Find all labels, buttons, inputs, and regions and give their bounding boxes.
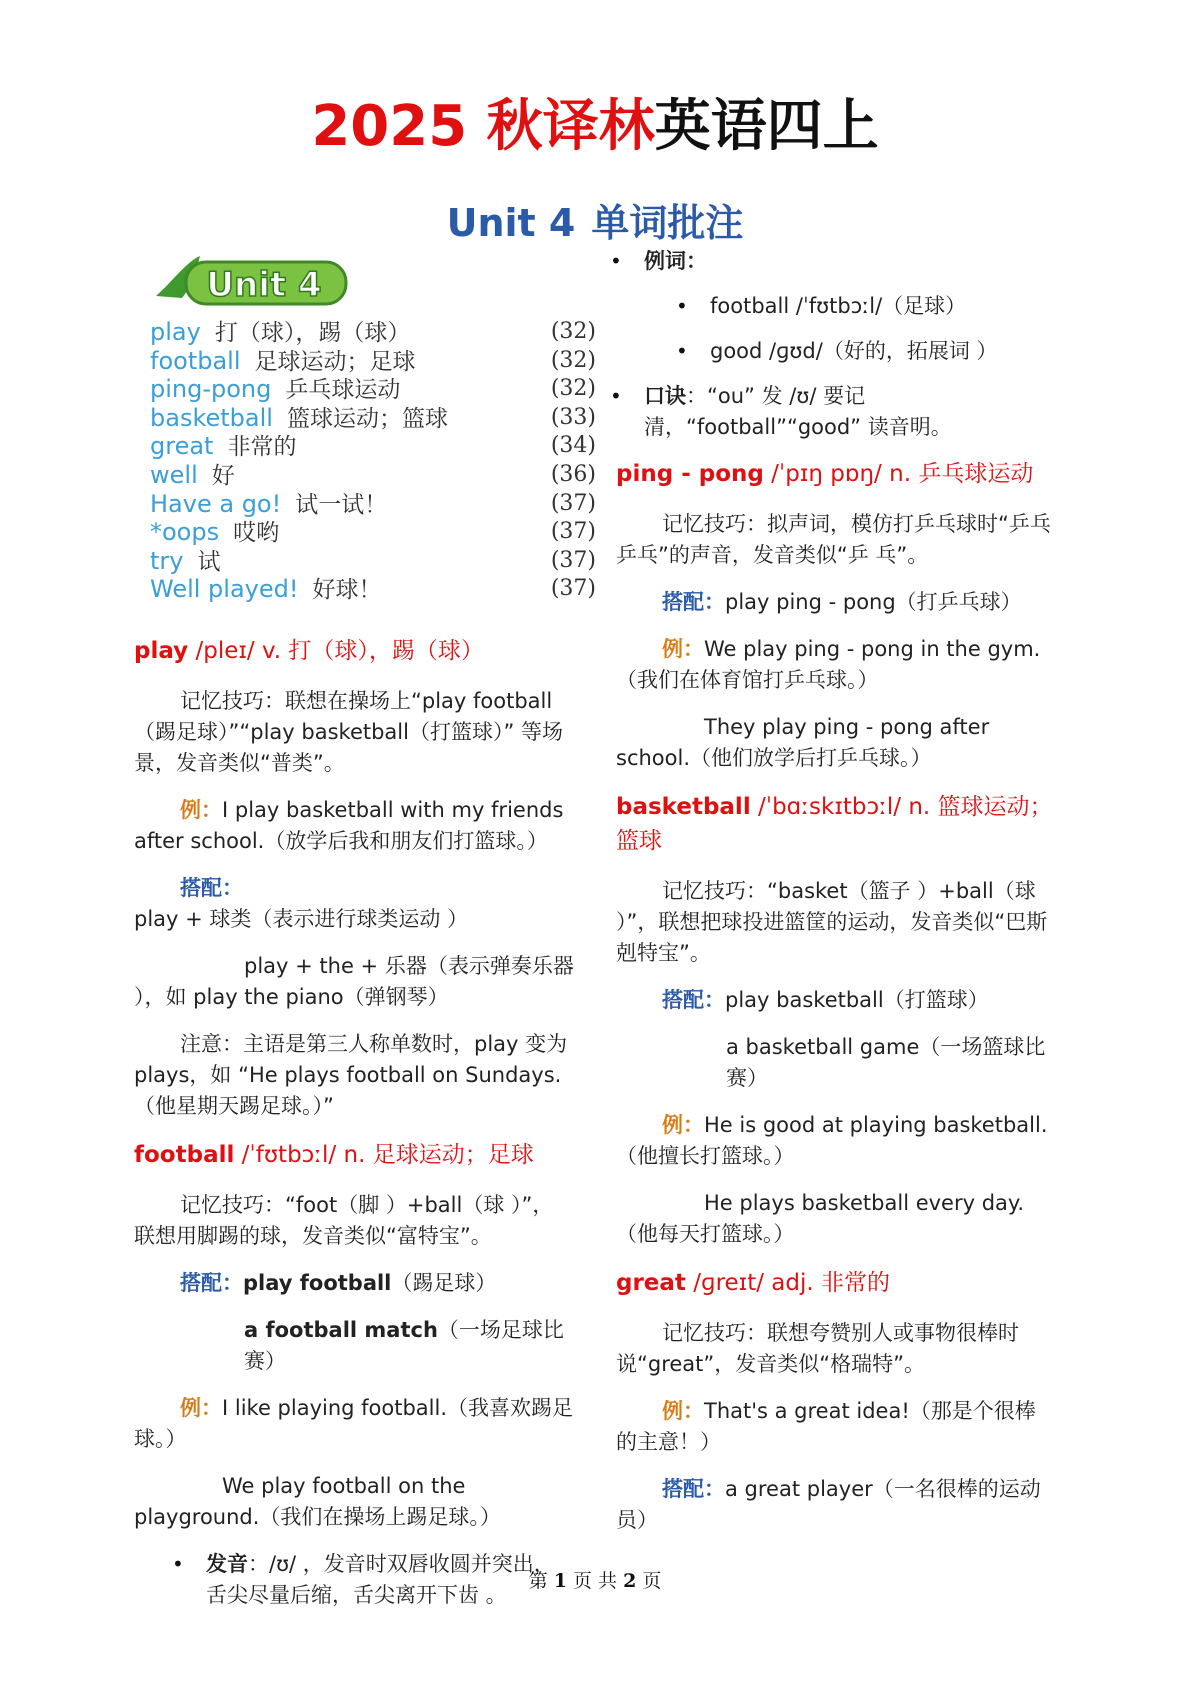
vocab-row bbox=[150, 575, 596, 604]
vocab-page: (37) bbox=[550, 547, 596, 573]
example-text: We play ping - pong in the gym.（我们在体育馆打乒乓球。） bbox=[616, 637, 1041, 692]
example-label: 例： bbox=[662, 637, 704, 661]
vocab-row bbox=[150, 518, 596, 547]
vocab-row bbox=[150, 490, 596, 519]
entry-phonetic: /ˈbɑːskɪtbɔːl/ n. 篮球运动；篮球 bbox=[616, 794, 1053, 854]
collocation bbox=[616, 1474, 1056, 1536]
example bbox=[616, 1396, 1056, 1458]
vocab-page: (32) bbox=[550, 319, 596, 344]
collocation bbox=[134, 873, 574, 935]
vocab-row bbox=[150, 347, 596, 376]
collocation-text: play ping - pong（打乒乓球） bbox=[725, 590, 1022, 614]
rhyme-text: ：“ou” 发 /ʊ/ 要记清，“football”“good” 读音明。 bbox=[644, 384, 952, 439]
entry-word: ping - pong bbox=[616, 461, 764, 487]
collocation-text: （一场足球比赛） bbox=[244, 1318, 564, 1373]
page-title bbox=[0, 92, 1190, 162]
entry-phonetic: /ˈfʊtbɔːl/ n. 足球运动；足球 bbox=[241, 1142, 534, 1168]
vocab-zh: 试一试！ bbox=[295, 491, 388, 518]
collocation: play + the + 乐器（表示弹奏乐器 ），如 play the piano（弹钢琴） bbox=[134, 954, 574, 1009]
subtitle-unit: Unit 4 bbox=[446, 201, 576, 245]
vocab-en: basketball bbox=[150, 403, 273, 432]
entry-basketball-heading bbox=[616, 790, 1056, 858]
collocation-bold: a football match bbox=[244, 1318, 438, 1342]
badge-label: Unit 4 bbox=[206, 265, 322, 305]
memory-tip: 记忆技巧：联想夸赞别人或事物很棒时说“great”，发音类似“格瑞特”。 bbox=[616, 1321, 1019, 1376]
example-words-label: 例词： bbox=[644, 249, 707, 273]
collocation bbox=[134, 1268, 574, 1299]
title-red: 2025 秋译林 bbox=[311, 94, 655, 159]
example-words-list bbox=[616, 246, 1056, 277]
sound-label: 发音 bbox=[206, 1552, 248, 1576]
example-label: 例： bbox=[180, 1396, 222, 1420]
collocation-text: play + 球类（表示进行球类运动 ） bbox=[134, 907, 469, 931]
vocab-row bbox=[150, 404, 596, 433]
example-text: He is good at playing basketball.（他擅长打篮球。） bbox=[616, 1113, 1048, 1168]
vocab-en: ping-pong bbox=[150, 375, 272, 404]
vocab-row bbox=[150, 375, 596, 404]
vocab-zh: 试 bbox=[197, 548, 221, 575]
example-word: • good /ɡʊd/（好的，拓展词 ） bbox=[710, 336, 1056, 367]
vocab-page: (33) bbox=[550, 404, 596, 430]
sound-text: ：/ʊ/ ，发音时双唇收圆并突出，舌尖尽量后缩，舌尖离开下齿 。 bbox=[206, 1552, 555, 1607]
collocation bbox=[616, 587, 1056, 618]
collocation-label: 搭配： bbox=[180, 876, 243, 900]
vocab-row bbox=[150, 461, 596, 490]
vocab-en: Well played! bbox=[150, 575, 299, 604]
footer-page-number: 1 bbox=[553, 1570, 567, 1592]
example-word: • football /ˈfʊtbɔːl/（足球） bbox=[710, 291, 1056, 322]
footer-mid: 页 共 bbox=[572, 1570, 618, 1592]
vocab-zh: 好球！ bbox=[312, 577, 382, 604]
footer-pre: 第 bbox=[528, 1570, 548, 1592]
example bbox=[134, 1393, 574, 1455]
collocation-text: （踢足球） bbox=[391, 1271, 497, 1295]
entry-word: play bbox=[134, 638, 189, 664]
vocab-list bbox=[150, 318, 596, 604]
entry-phonetic: /pleɪ/ v. 打（球），踢（球） bbox=[195, 638, 484, 664]
note: 注意：主语是第三人称单数时，play 变为 plays，如 “He plays football on Sundays.（他星期天踢足球。）” bbox=[134, 1032, 568, 1118]
entry-word: great bbox=[616, 1270, 686, 1296]
entry-pingpong-heading bbox=[616, 457, 1056, 491]
page-subtitle bbox=[0, 198, 1190, 248]
example-text: That's a great idea!（那是个很棒的主意！） bbox=[616, 1399, 1036, 1454]
vocab-page: (36) bbox=[550, 461, 596, 487]
example: They play ping - pong after school.（他们放学后打乒乓球。） bbox=[616, 715, 990, 770]
collocation-label: 搭配： bbox=[662, 590, 725, 614]
entry-play-heading bbox=[134, 634, 574, 668]
example-label: 例： bbox=[662, 1113, 704, 1137]
footer-post: 页 bbox=[642, 1570, 662, 1592]
entry-word: football bbox=[134, 1142, 235, 1168]
collocation-bold: play football bbox=[243, 1271, 392, 1295]
title-black: 英语四上 bbox=[654, 94, 879, 159]
vocab-en: *oops bbox=[150, 518, 220, 547]
memory-tip: 记忆技巧：“foot（脚 ）+ball（球 ）”，联想用脚踢的球，发音类似“富特宝”。 bbox=[134, 1193, 554, 1248]
right-column bbox=[616, 246, 1056, 1552]
collocation-label: 搭配： bbox=[180, 1271, 243, 1295]
example: He plays basketball every day.（他每天打篮球。） bbox=[616, 1191, 1025, 1246]
collocation-text: a great player（一名很棒的运动员） bbox=[616, 1477, 1041, 1532]
vocab-en: play bbox=[150, 318, 201, 346]
example bbox=[616, 1110, 1056, 1172]
page-footer bbox=[0, 1566, 1190, 1593]
example-word-list bbox=[616, 291, 1056, 367]
entry-phonetic: /ɡreɪt/ adj. 非常的 bbox=[693, 1270, 891, 1296]
vocab-en: football bbox=[150, 346, 241, 375]
vocab-en: great bbox=[150, 432, 214, 461]
vocab-row bbox=[150, 432, 596, 461]
footer-total-pages: 2 bbox=[623, 1570, 637, 1592]
rhyme-item bbox=[644, 381, 1056, 443]
example-text: I play basketball with my friends after school.（放学后我和朋友们打篮球。） bbox=[134, 798, 564, 853]
rhyme-list bbox=[616, 381, 1056, 443]
subtitle-text: 单词批注 bbox=[591, 201, 744, 245]
example bbox=[616, 634, 1056, 696]
entry-phonetic: /ˈpɪŋ pɒŋ/ n. 乒乓球运动 bbox=[771, 461, 1034, 487]
example-text: I like playing football.（我喜欢踢足球。） bbox=[134, 1396, 574, 1451]
memory-tip: 记忆技巧：“basket（篮子 ）+ball（球 ）”，联想把球投进篮筐的运动，发音类似“巴斯剋特宝”。 bbox=[616, 879, 1048, 965]
example-label: 例： bbox=[662, 1399, 704, 1423]
vocab-zh: 好 bbox=[211, 462, 235, 489]
entry-football-heading bbox=[134, 1138, 574, 1172]
example bbox=[134, 795, 574, 857]
vocab-zh: 哎哟 bbox=[233, 520, 280, 547]
vocab-page: (37) bbox=[550, 490, 596, 516]
left-column bbox=[134, 634, 574, 1625]
vocab-page: (32) bbox=[550, 376, 596, 402]
example: We play football on the playground.（我们在操场上踢足球。） bbox=[134, 1474, 501, 1529]
collocation bbox=[616, 985, 1056, 1016]
vocab-page: (34) bbox=[550, 433, 596, 459]
vocab-en: try bbox=[150, 546, 184, 575]
vocab-zh: 非常的 bbox=[227, 434, 297, 461]
vocab-page: (37) bbox=[550, 519, 596, 545]
entry-word: basketball bbox=[616, 794, 751, 820]
vocab-zh: 打（球），踢（球） bbox=[214, 320, 411, 346]
collocation-label: 搭配： bbox=[662, 988, 725, 1012]
vocab-en: well bbox=[150, 460, 198, 489]
collocation bbox=[134, 1315, 574, 1377]
example-words-item bbox=[644, 246, 1056, 277]
vocab-zh: 乒乓球运动 bbox=[285, 377, 401, 404]
example-label: 例： bbox=[180, 798, 222, 822]
vocab-page: (32) bbox=[550, 347, 596, 373]
vocab-zh: 篮球运动；篮球 bbox=[286, 405, 448, 432]
memory-tip: 记忆技巧：拟声词，模仿打乒乓球时“乒乓乒乓”的声音，发音类似“乒 乓”。 bbox=[616, 512, 1051, 567]
unit-badge bbox=[152, 252, 352, 308]
entry-great-heading bbox=[616, 1266, 1056, 1300]
memory-tip: 记忆技巧：联想在操场上“play football（踢足球）”“play basketball（打篮球）” 等场景，发音类似“普类”。 bbox=[134, 689, 564, 775]
collocation-text: play basketball（打篮球） bbox=[725, 988, 989, 1012]
rhyme-label: 口诀 bbox=[644, 384, 686, 408]
vocab-zh: 足球运动；足球 bbox=[254, 348, 416, 375]
collocation: a basketball game（一场篮球比赛） bbox=[726, 1035, 1046, 1090]
vocab-row bbox=[150, 318, 596, 347]
vocab-box bbox=[138, 252, 596, 624]
vocab-en: Have a go! bbox=[150, 489, 282, 518]
collocation-label: 搭配： bbox=[662, 1477, 725, 1501]
vocab-page: (37) bbox=[550, 576, 596, 602]
vocab-row bbox=[150, 547, 596, 576]
